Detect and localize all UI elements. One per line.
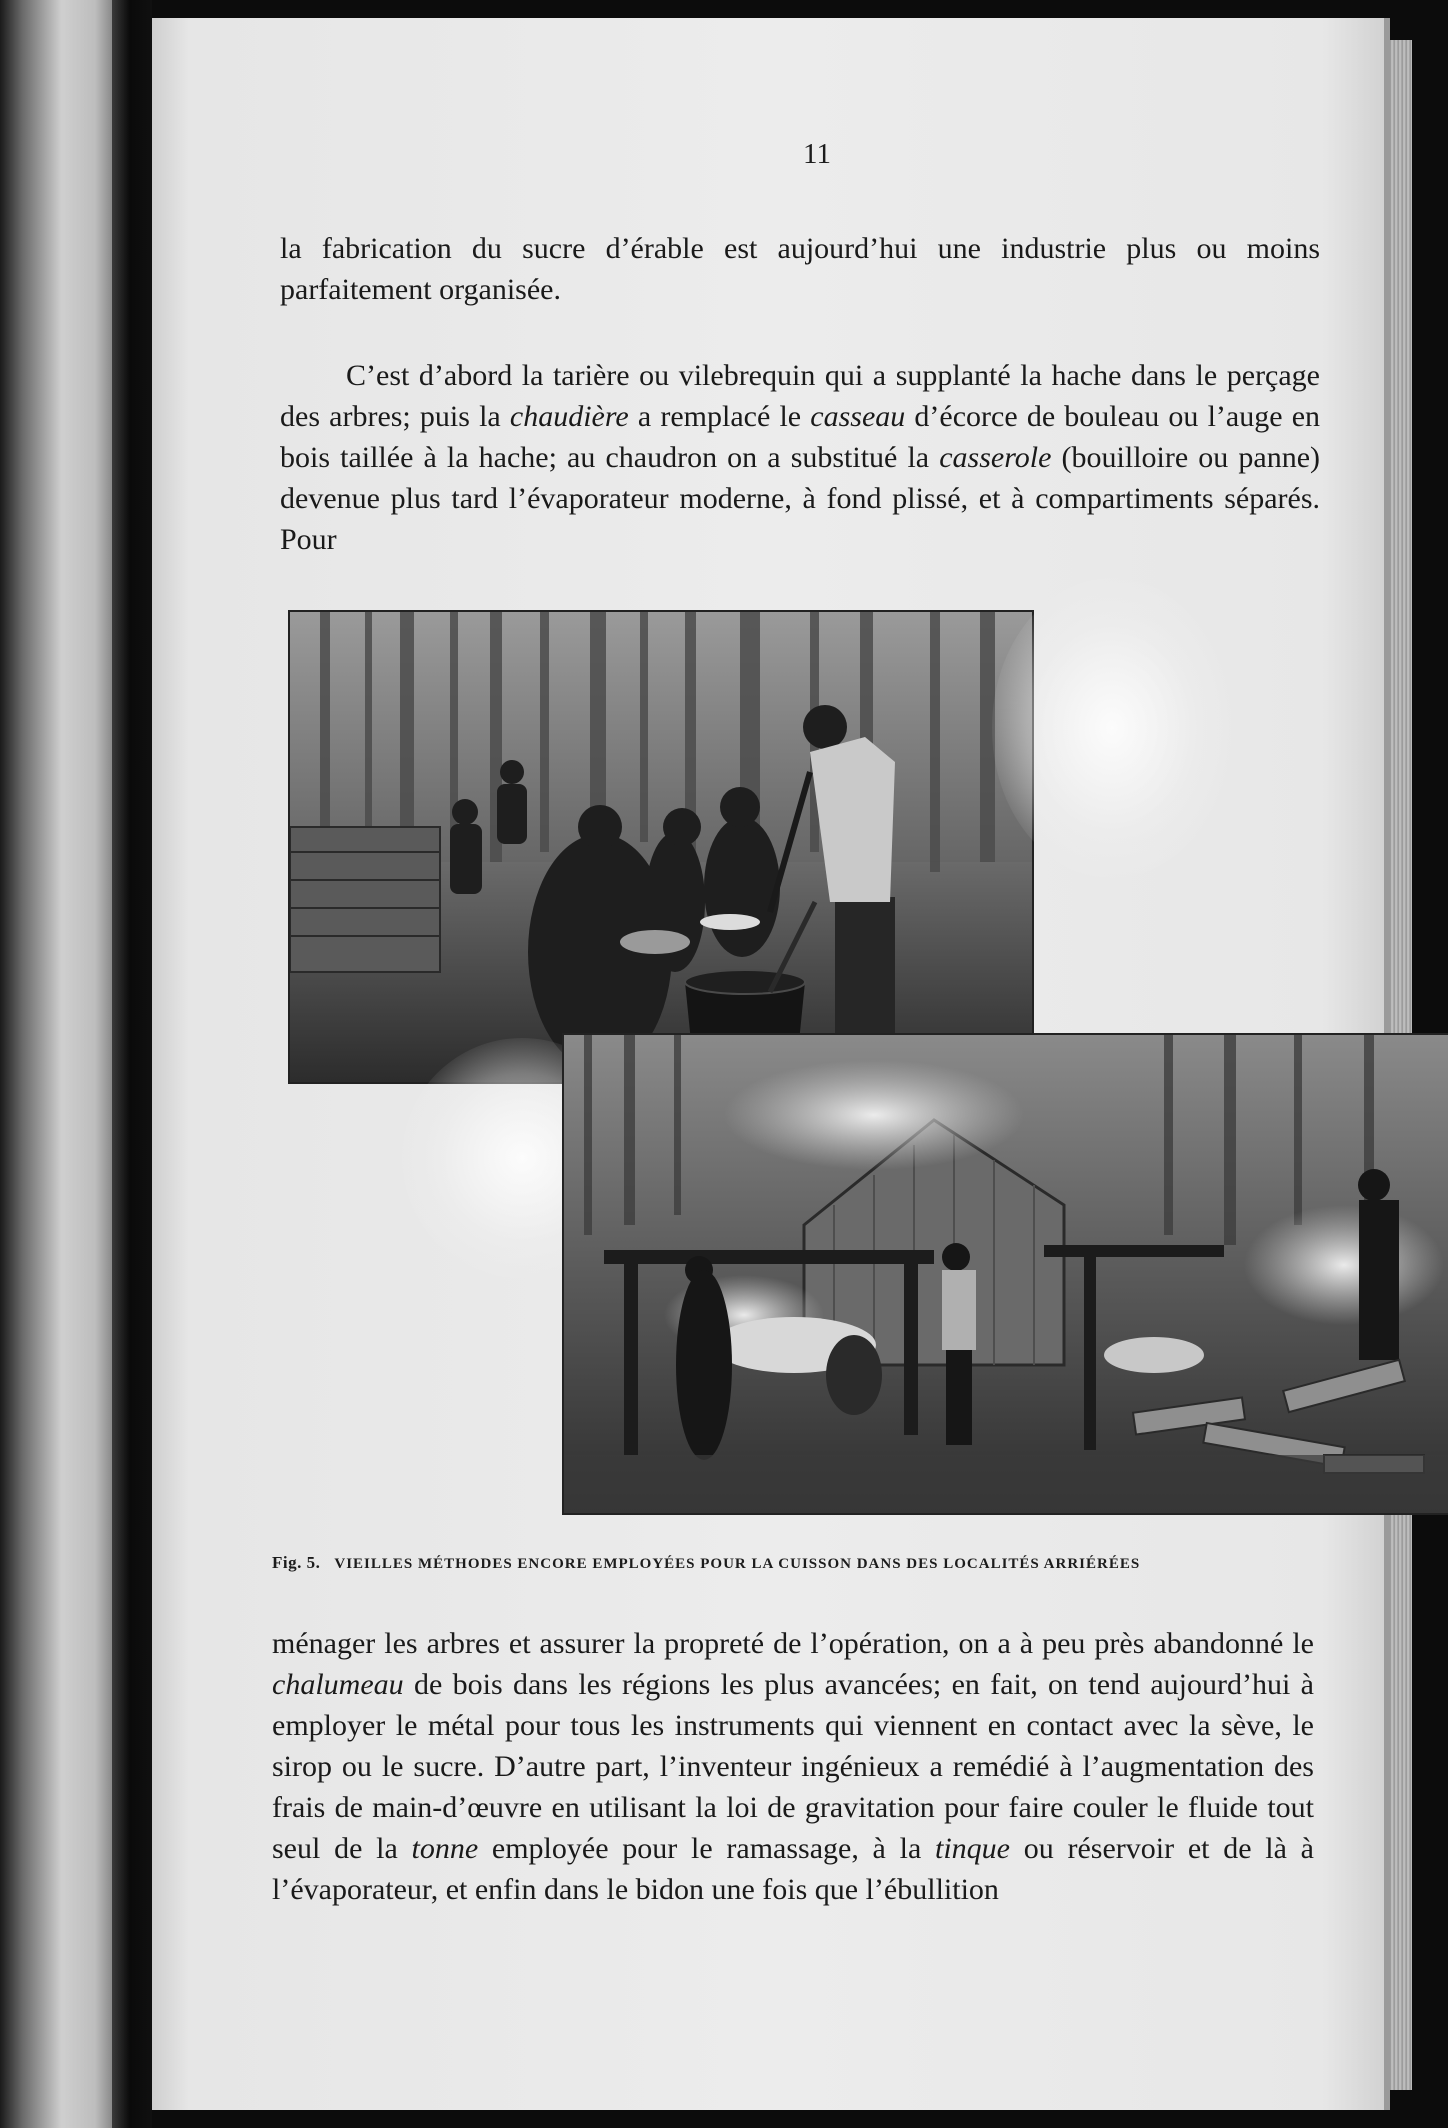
paragraph-1-text: la fabrication du sucre d’érable est aujourd’hui une industrie plus ou moins parfaitement organisée. (280, 232, 1320, 306)
italic-term: tinque (935, 1832, 1011, 1865)
page-number: 11 (803, 138, 831, 170)
book-page (152, 18, 1390, 2110)
paragraph-2-text (280, 355, 1320, 560)
photo-vignette-glow (992, 578, 1232, 878)
paragraph-1 (280, 228, 1320, 310)
photo-sugaring-woods (288, 610, 1034, 1084)
italic-term: casseau (810, 400, 906, 433)
italic-term: tonne (411, 1832, 479, 1865)
text-run: de bois dans les régions les plus avancées; en fait, on tend aujourd’hui à employer le métal pour tous les instruments qui viennent en contact avec la sève, le sirop ou le sucre. D’autre part, l’inventeur ingénieux a remédié à l’augmentation des frais de main-d’œuvre en utilisant la loi de gravitation pour faire couler le fluide tout seul de la (272, 1668, 1314, 1865)
left-page-margin (0, 0, 112, 2128)
book-spine-gap (112, 0, 152, 2128)
figure-caption-text: VIEILLES MÉTHODES ENCORE EMPLOYÉES POUR LA CUISSON DANS DES LOCALITÉS ARRIÉRÉES (334, 1556, 1141, 1572)
text-run: ménager les arbres et assurer la propreté de l’opération, on a à peu près abandonné le (272, 1627, 1314, 1660)
italic-term: chalumeau (272, 1668, 404, 1701)
italic-term: casserole (939, 441, 1052, 474)
text-run: d’écorce de bouleau ou l’auge en bois taillée à la hache; au chaudron on a substitué la (280, 400, 1321, 474)
photo-sugar-shack-boiling (562, 1033, 1448, 1515)
paragraph-3 (272, 1623, 1314, 1910)
photo-sugaring-woods-image (290, 612, 1032, 1082)
photo-sugar-shack-image (564, 1035, 1448, 1513)
figure-caption (272, 1553, 1332, 1573)
figure-number: Fig. 5. (272, 1553, 321, 1572)
text-run: ou réservoir et de là à l’évaporateur, et enfin dans le bidon une fois que l’ébullition (272, 1832, 1314, 1906)
italic-term: chaudière (509, 400, 629, 433)
paragraph-3-text (272, 1623, 1314, 1910)
text-run: C’est d’abord la tarière ou vilebrequin qui a supplanté la hache dans le perçage des arbres; puis la (280, 359, 1320, 433)
paragraph-2 (280, 355, 1320, 560)
text-run: a remplacé le (628, 400, 811, 433)
text-run: employée pour le ramassage, à la (478, 1832, 936, 1865)
text-run: (bouilloire ou panne) devenue plus tard l’évaporateur moderne, à fond plissé, et à compartiments séparés. Pour (280, 441, 1320, 556)
